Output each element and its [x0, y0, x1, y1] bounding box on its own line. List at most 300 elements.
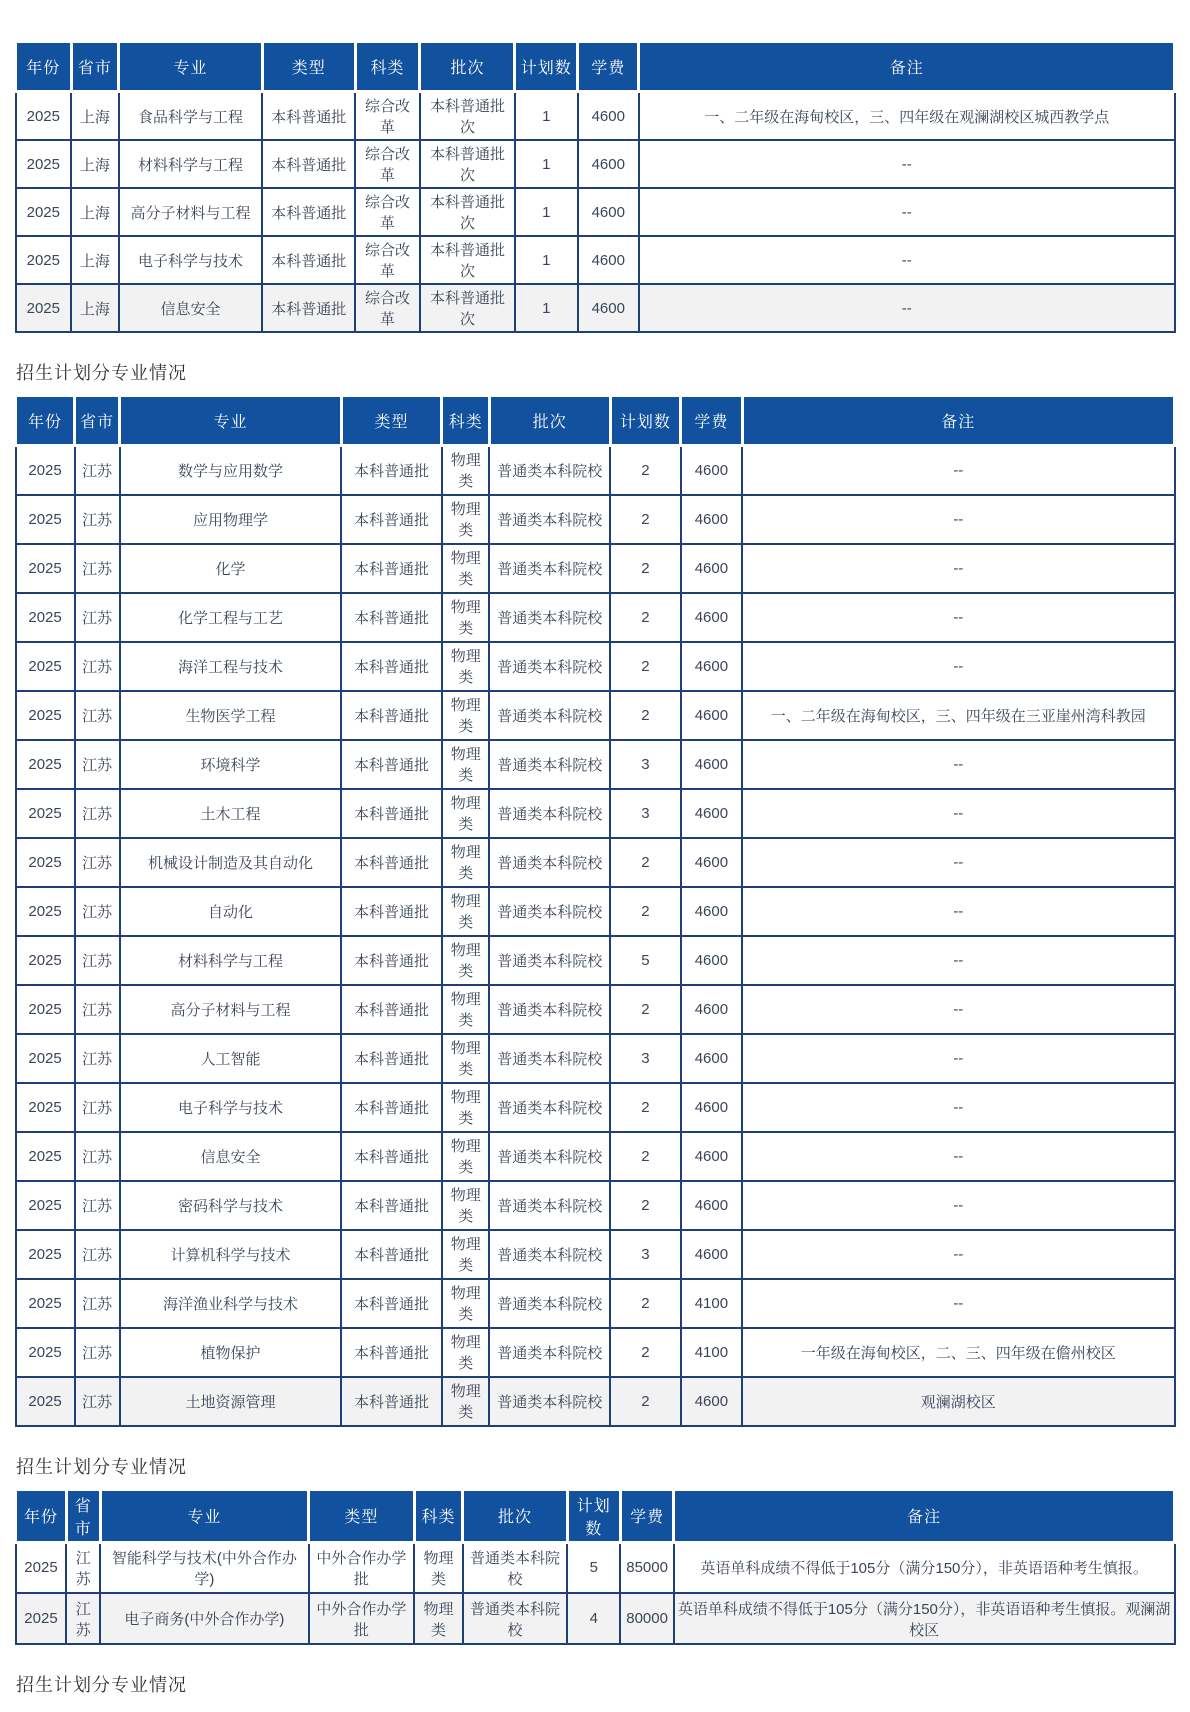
cell-tuition: 4600 [681, 446, 742, 495]
cell-subject: 物理类 [414, 1593, 463, 1644]
cell-plan-count: 2 [610, 1132, 681, 1181]
table-row [16, 1181, 1175, 1230]
table-row [16, 1230, 1175, 1279]
cell-province: 江苏 [75, 740, 120, 789]
cell-type: 本科普通批 [262, 236, 355, 284]
cell-subject: 物理类 [442, 789, 490, 838]
cell-tuition: 4600 [681, 789, 742, 838]
cell-tuition: 4600 [681, 936, 742, 985]
cell-year: 2025 [16, 1542, 67, 1593]
cell-province: 江苏 [75, 593, 120, 642]
cell-major: 海洋工程与技术 [120, 642, 341, 691]
table-row [16, 936, 1175, 985]
cell-remark: -- [742, 1181, 1174, 1230]
cell-major: 应用物理学 [120, 495, 341, 544]
column-header-batch: 批次 [420, 42, 515, 92]
cell-plan-count: 4 [567, 1593, 620, 1644]
cell-type: 本科普通批 [341, 1377, 442, 1426]
cell-batch: 普通类本科院校 [489, 495, 610, 544]
cell-tuition: 4600 [681, 593, 742, 642]
cell-tuition: 4100 [681, 1328, 742, 1377]
column-header-year: 年份 [16, 1489, 67, 1542]
column-header-year: 年份 [16, 42, 72, 92]
cell-remark: -- [742, 838, 1174, 887]
cell-tuition: 80000 [620, 1593, 673, 1644]
cell-type: 本科普通批 [341, 1132, 442, 1181]
cell-major: 密码科学与技术 [120, 1181, 341, 1230]
cell-tuition: 4600 [578, 236, 639, 284]
cell-remark: -- [639, 236, 1175, 284]
cell-batch: 普通类本科院校 [489, 1181, 610, 1230]
column-header-batch: 批次 [463, 1489, 567, 1542]
cell-type: 本科普通批 [341, 1230, 442, 1279]
cell-type: 本科普通批 [262, 188, 355, 236]
cell-plan-count: 2 [610, 544, 681, 593]
cell-plan-count: 3 [610, 1034, 681, 1083]
cell-major: 食品科学与工程 [119, 92, 263, 141]
cell-year: 2025 [16, 92, 72, 141]
column-header-province: 省市 [66, 1489, 100, 1542]
table-row [16, 789, 1175, 838]
cell-batch: 本科普通批次 [420, 140, 515, 188]
cell-year: 2025 [16, 140, 72, 188]
column-header-province: 省市 [75, 396, 120, 446]
cell-tuition: 4600 [681, 838, 742, 887]
column-header-plan-count: 计划数 [610, 396, 681, 446]
cell-province: 江苏 [75, 1083, 120, 1132]
table-row [16, 1377, 1175, 1426]
cell-batch: 普通类本科院校 [489, 887, 610, 936]
cell-major: 生物医学工程 [120, 691, 341, 740]
cell-province: 江苏 [66, 1542, 100, 1593]
cell-remark: -- [639, 284, 1175, 332]
table-row [16, 1593, 1175, 1644]
cell-plan-count: 1 [515, 236, 578, 284]
cell-type: 本科普通批 [341, 1328, 442, 1377]
cell-batch: 本科普通批次 [420, 188, 515, 236]
admission-plan-table-jiangsu [14, 394, 1176, 1427]
cell-tuition: 4600 [681, 1034, 742, 1083]
section-title: 招生计划分专业情况 [16, 363, 187, 383]
table-row [16, 691, 1175, 740]
cell-type: 本科普通批 [262, 284, 355, 332]
header-row [16, 396, 1175, 446]
cell-plan-count: 2 [610, 887, 681, 936]
column-header-province: 省市 [71, 42, 119, 92]
cell-year: 2025 [16, 544, 75, 593]
cell-subject: 物理类 [442, 593, 490, 642]
cell-major: 计算机科学与技术 [120, 1230, 341, 1279]
column-header-subject: 科类 [442, 396, 490, 446]
cell-type: 本科普通批 [341, 936, 442, 985]
cell-subject: 物理类 [442, 1034, 490, 1083]
cell-province: 江苏 [66, 1593, 100, 1644]
cell-remark: -- [742, 1083, 1174, 1132]
cell-province: 江苏 [75, 1279, 120, 1328]
column-header-type: 类型 [341, 396, 442, 446]
cell-batch: 本科普通批次 [420, 284, 515, 332]
cell-year: 2025 [16, 1034, 75, 1083]
table-row [16, 1542, 1175, 1593]
column-header-remark: 备注 [639, 42, 1175, 92]
cell-year: 2025 [16, 495, 75, 544]
cell-subject: 综合改革 [355, 92, 420, 141]
table-row [16, 1034, 1175, 1083]
cell-remark: 观澜湖校区 [742, 1377, 1174, 1426]
cell-year: 2025 [16, 593, 75, 642]
cell-remark: -- [742, 789, 1174, 838]
cell-subject: 物理类 [442, 446, 490, 495]
cell-subject: 物理类 [442, 936, 490, 985]
cell-year: 2025 [16, 642, 75, 691]
column-header-type: 类型 [309, 1489, 414, 1542]
cell-major: 土木工程 [120, 789, 341, 838]
cell-province: 上海 [71, 284, 119, 332]
table-row [16, 284, 1175, 332]
cell-subject: 物理类 [442, 1230, 490, 1279]
cell-remark: -- [742, 1279, 1174, 1328]
cell-batch: 普通类本科院校 [489, 1132, 610, 1181]
cell-major: 海洋渔业科学与技术 [120, 1279, 341, 1328]
cell-plan-count: 1 [515, 92, 578, 141]
table-row [16, 593, 1175, 642]
cell-major: 材料科学与工程 [120, 936, 341, 985]
cell-subject: 物理类 [442, 495, 490, 544]
cell-year: 2025 [16, 740, 75, 789]
cell-tuition: 4600 [681, 495, 742, 544]
header-row [16, 1489, 1175, 1542]
cell-province: 江苏 [75, 642, 120, 691]
cell-type: 本科普通批 [341, 446, 442, 495]
cell-major: 材料科学与工程 [119, 140, 263, 188]
cell-subject: 物理类 [442, 691, 490, 740]
cell-year: 2025 [16, 446, 75, 495]
cell-tuition: 4600 [681, 985, 742, 1034]
cell-tuition: 4600 [681, 691, 742, 740]
column-header-subject: 科类 [414, 1489, 463, 1542]
cell-remark: -- [742, 1230, 1174, 1279]
cell-major: 高分子材料与工程 [119, 188, 263, 236]
cell-remark: 英语单科成绩不得低于105分（满分150分），非英语语种考生慎报。观澜湖校区 [674, 1593, 1175, 1644]
cell-major: 土地资源管理 [120, 1377, 341, 1426]
cell-major: 信息安全 [119, 284, 263, 332]
cell-subject: 物理类 [442, 642, 490, 691]
cell-batch: 普通类本科院校 [489, 1279, 610, 1328]
cell-tuition: 4600 [578, 140, 639, 188]
cell-province: 江苏 [75, 985, 120, 1034]
cell-subject: 物理类 [442, 887, 490, 936]
cell-subject: 物理类 [442, 1181, 490, 1230]
cell-remark: -- [742, 642, 1174, 691]
cell-year: 2025 [16, 1279, 75, 1328]
table-row [16, 985, 1175, 1034]
cell-year: 2025 [16, 789, 75, 838]
cell-plan-count: 2 [610, 1328, 681, 1377]
table-row [16, 544, 1175, 593]
cell-batch: 普通类本科院校 [489, 1083, 610, 1132]
cell-remark: 一、二年级在海甸校区，三、四年级在三亚崖州湾科教园 [742, 691, 1174, 740]
cell-plan-count: 2 [610, 838, 681, 887]
cell-year: 2025 [16, 838, 75, 887]
cell-major: 电子科学与技术 [120, 1083, 341, 1132]
cell-tuition: 4600 [681, 1083, 742, 1132]
cell-type: 本科普通批 [341, 985, 442, 1034]
cell-subject: 物理类 [442, 985, 490, 1034]
admission-plan-table-jiangsu-coop [14, 1488, 1176, 1646]
cell-subject: 物理类 [442, 544, 490, 593]
table-row [16, 1328, 1175, 1377]
table-row [16, 1083, 1175, 1132]
cell-tuition: 4600 [681, 740, 742, 789]
cell-year: 2025 [16, 1083, 75, 1132]
cell-major: 智能科学与技术(中外合作办学) [100, 1542, 309, 1593]
cell-batch: 普通类本科院校 [489, 1328, 610, 1377]
cell-batch: 普通类本科院校 [489, 544, 610, 593]
cell-tuition: 4600 [578, 92, 639, 141]
cell-batch: 本科普通批次 [420, 236, 515, 284]
cell-remark: -- [742, 887, 1174, 936]
cell-type: 本科普通批 [341, 544, 442, 593]
table-row [16, 188, 1175, 236]
cell-remark: 一、二年级在海甸校区，三、四年级在观澜湖校区城西教学点 [639, 92, 1175, 141]
cell-plan-count: 2 [610, 593, 681, 642]
cell-major: 电子商务(中外合作办学) [100, 1593, 309, 1644]
cell-type: 本科普通批 [341, 838, 442, 887]
cell-tuition: 4600 [681, 1132, 742, 1181]
cell-year: 2025 [16, 1328, 75, 1377]
cell-province: 江苏 [75, 1230, 120, 1279]
cell-province: 江苏 [75, 1328, 120, 1377]
cell-type: 本科普通批 [341, 642, 442, 691]
cell-batch: 普通类本科院校 [463, 1593, 567, 1644]
table-row [16, 236, 1175, 284]
cell-plan-count: 5 [610, 936, 681, 985]
cell-subject: 物理类 [414, 1542, 463, 1593]
cell-year: 2025 [16, 1377, 75, 1426]
cell-year: 2025 [16, 887, 75, 936]
table-row [16, 642, 1175, 691]
cell-year: 2025 [16, 1593, 67, 1644]
cell-remark: 英语单科成绩不得低于105分（满分150分），非英语语种考生慎报。 [674, 1542, 1175, 1593]
cell-province: 上海 [71, 140, 119, 188]
cell-remark: -- [742, 985, 1174, 1034]
column-header-major: 专业 [100, 1489, 309, 1542]
cell-batch: 普通类本科院校 [489, 642, 610, 691]
table-row [16, 1132, 1175, 1181]
cell-province: 江苏 [75, 691, 120, 740]
cell-remark: -- [742, 740, 1174, 789]
cell-batch: 本科普通批次 [420, 92, 515, 141]
section-title: 招生计划分专业情况 [16, 1675, 187, 1695]
cell-type: 本科普通批 [341, 1181, 442, 1230]
cell-remark: -- [639, 188, 1175, 236]
cell-type: 本科普通批 [262, 140, 355, 188]
cell-batch: 普通类本科院校 [489, 936, 610, 985]
cell-province: 上海 [71, 92, 119, 141]
cell-year: 2025 [16, 284, 72, 332]
cell-year: 2025 [16, 691, 75, 740]
cell-major: 自动化 [120, 887, 341, 936]
cell-subject: 物理类 [442, 1083, 490, 1132]
column-header-year: 年份 [16, 396, 75, 446]
cell-remark: -- [742, 936, 1174, 985]
cell-tuition: 4600 [578, 284, 639, 332]
cell-remark: -- [742, 593, 1174, 642]
cell-year: 2025 [16, 985, 75, 1034]
cell-type: 本科普通批 [262, 92, 355, 141]
column-header-tuition: 学费 [620, 1489, 673, 1542]
cell-province: 江苏 [75, 1377, 120, 1426]
cell-province: 江苏 [75, 446, 120, 495]
cell-batch: 普通类本科院校 [489, 446, 610, 495]
cell-batch: 普通类本科院校 [489, 838, 610, 887]
cell-subject: 综合改革 [355, 236, 420, 284]
cell-plan-count: 3 [610, 740, 681, 789]
cell-subject: 综合改革 [355, 284, 420, 332]
table-row [16, 92, 1175, 141]
cell-plan-count: 3 [610, 789, 681, 838]
cell-batch: 普通类本科院校 [489, 691, 610, 740]
cell-type: 本科普通批 [341, 691, 442, 740]
column-header-tuition: 学费 [681, 396, 742, 446]
column-header-subject: 科类 [355, 42, 420, 92]
cell-batch: 普通类本科院校 [489, 593, 610, 642]
cell-year: 2025 [16, 1181, 75, 1230]
cell-batch: 普通类本科院校 [489, 1034, 610, 1083]
section-title: 招生计划分专业情况 [16, 1456, 187, 1477]
cell-major: 植物保护 [120, 1328, 341, 1377]
cell-plan-count: 2 [610, 495, 681, 544]
cell-plan-count: 3 [610, 1230, 681, 1279]
cell-major: 电子科学与技术 [119, 236, 263, 284]
header-row [16, 42, 1175, 92]
cell-remark: 一年级在海甸校区，二、三、四年级在儋州校区 [742, 1328, 1174, 1377]
cell-type: 本科普通批 [341, 1083, 442, 1132]
cell-remark: -- [742, 1132, 1174, 1181]
table-row [16, 1279, 1175, 1328]
cell-tuition: 4600 [681, 887, 742, 936]
cell-major: 环境科学 [120, 740, 341, 789]
cell-batch: 普通类本科院校 [489, 789, 610, 838]
cell-plan-count: 2 [610, 1181, 681, 1230]
table-row [16, 446, 1175, 495]
cell-province: 江苏 [75, 544, 120, 593]
column-header-major: 专业 [119, 42, 263, 92]
cell-major: 高分子材料与工程 [120, 985, 341, 1034]
cell-province: 江苏 [75, 1181, 120, 1230]
cell-tuition: 4100 [681, 1279, 742, 1328]
cell-type: 本科普通批 [341, 1034, 442, 1083]
column-header-remark: 备注 [742, 396, 1174, 446]
cell-year: 2025 [16, 936, 75, 985]
cell-tuition: 4600 [578, 188, 639, 236]
cell-year: 2025 [16, 1132, 75, 1181]
cell-major: 人工智能 [120, 1034, 341, 1083]
cell-type: 本科普通批 [341, 1279, 442, 1328]
cell-remark: -- [639, 140, 1175, 188]
cell-type: 本科普通批 [341, 740, 442, 789]
cell-batch: 普通类本科院校 [463, 1542, 567, 1593]
column-header-batch: 批次 [489, 396, 610, 446]
cell-province: 江苏 [75, 1034, 120, 1083]
cell-batch: 普通类本科院校 [489, 1377, 610, 1426]
cell-major: 信息安全 [120, 1132, 341, 1181]
cell-plan-count: 1 [515, 188, 578, 236]
column-header-type: 类型 [262, 42, 355, 92]
table-row [16, 838, 1175, 887]
cell-type: 本科普通批 [341, 593, 442, 642]
cell-plan-count: 2 [610, 1083, 681, 1132]
cell-type: 本科普通批 [341, 887, 442, 936]
cell-plan-count: 2 [610, 642, 681, 691]
cell-plan-count: 1 [515, 284, 578, 332]
cell-subject: 综合改革 [355, 188, 420, 236]
cell-tuition: 4600 [681, 544, 742, 593]
column-header-plan-count: 计划数 [567, 1489, 620, 1542]
cell-province: 江苏 [75, 495, 120, 544]
cell-subject: 物理类 [442, 1328, 490, 1377]
cell-subject: 物理类 [442, 838, 490, 887]
admission-plan-table-shanghai [14, 40, 1176, 333]
cell-type: 本科普通批 [341, 495, 442, 544]
cell-year: 2025 [16, 236, 72, 284]
column-header-remark: 备注 [674, 1489, 1175, 1542]
cell-major: 化学工程与工艺 [120, 593, 341, 642]
cell-province: 江苏 [75, 1132, 120, 1181]
cell-subject: 物理类 [442, 1279, 490, 1328]
cell-tuition: 4600 [681, 642, 742, 691]
column-header-tuition: 学费 [578, 42, 639, 92]
cell-type: 中外合作办学批 [309, 1542, 414, 1593]
table-row [16, 495, 1175, 544]
cell-batch: 普通类本科院校 [489, 1230, 610, 1279]
cell-plan-count: 2 [610, 691, 681, 740]
cell-plan-count: 2 [610, 985, 681, 1034]
cell-province: 江苏 [75, 789, 120, 838]
cell-major: 机械设计制造及其自动化 [120, 838, 341, 887]
cell-type: 中外合作办学批 [309, 1593, 414, 1644]
cell-province: 江苏 [75, 936, 120, 985]
cell-province: 江苏 [75, 887, 120, 936]
cell-tuition: 85000 [620, 1542, 673, 1593]
cell-plan-count: 2 [610, 1377, 681, 1426]
column-header-major: 专业 [120, 396, 341, 446]
cell-batch: 普通类本科院校 [489, 740, 610, 789]
cell-plan-count: 5 [567, 1542, 620, 1593]
cell-tuition: 4600 [681, 1230, 742, 1279]
cell-plan-count: 1 [515, 140, 578, 188]
cell-subject: 综合改革 [355, 140, 420, 188]
table-row [16, 740, 1175, 789]
cell-subject: 物理类 [442, 740, 490, 789]
cell-remark: -- [742, 544, 1174, 593]
cell-year: 2025 [16, 1230, 75, 1279]
cell-province: 江苏 [75, 838, 120, 887]
cell-province: 上海 [71, 188, 119, 236]
cell-tuition: 4600 [681, 1181, 742, 1230]
table-row [16, 140, 1175, 188]
cell-remark: -- [742, 495, 1174, 544]
cell-type: 本科普通批 [341, 789, 442, 838]
cell-province: 上海 [71, 236, 119, 284]
cell-subject: 物理类 [442, 1377, 490, 1426]
cell-tuition: 4600 [681, 1377, 742, 1426]
cell-major: 化学 [120, 544, 341, 593]
cell-batch: 普通类本科院校 [489, 985, 610, 1034]
cell-major: 数学与应用数学 [120, 446, 341, 495]
cell-year: 2025 [16, 188, 72, 236]
cell-remark: -- [742, 446, 1174, 495]
